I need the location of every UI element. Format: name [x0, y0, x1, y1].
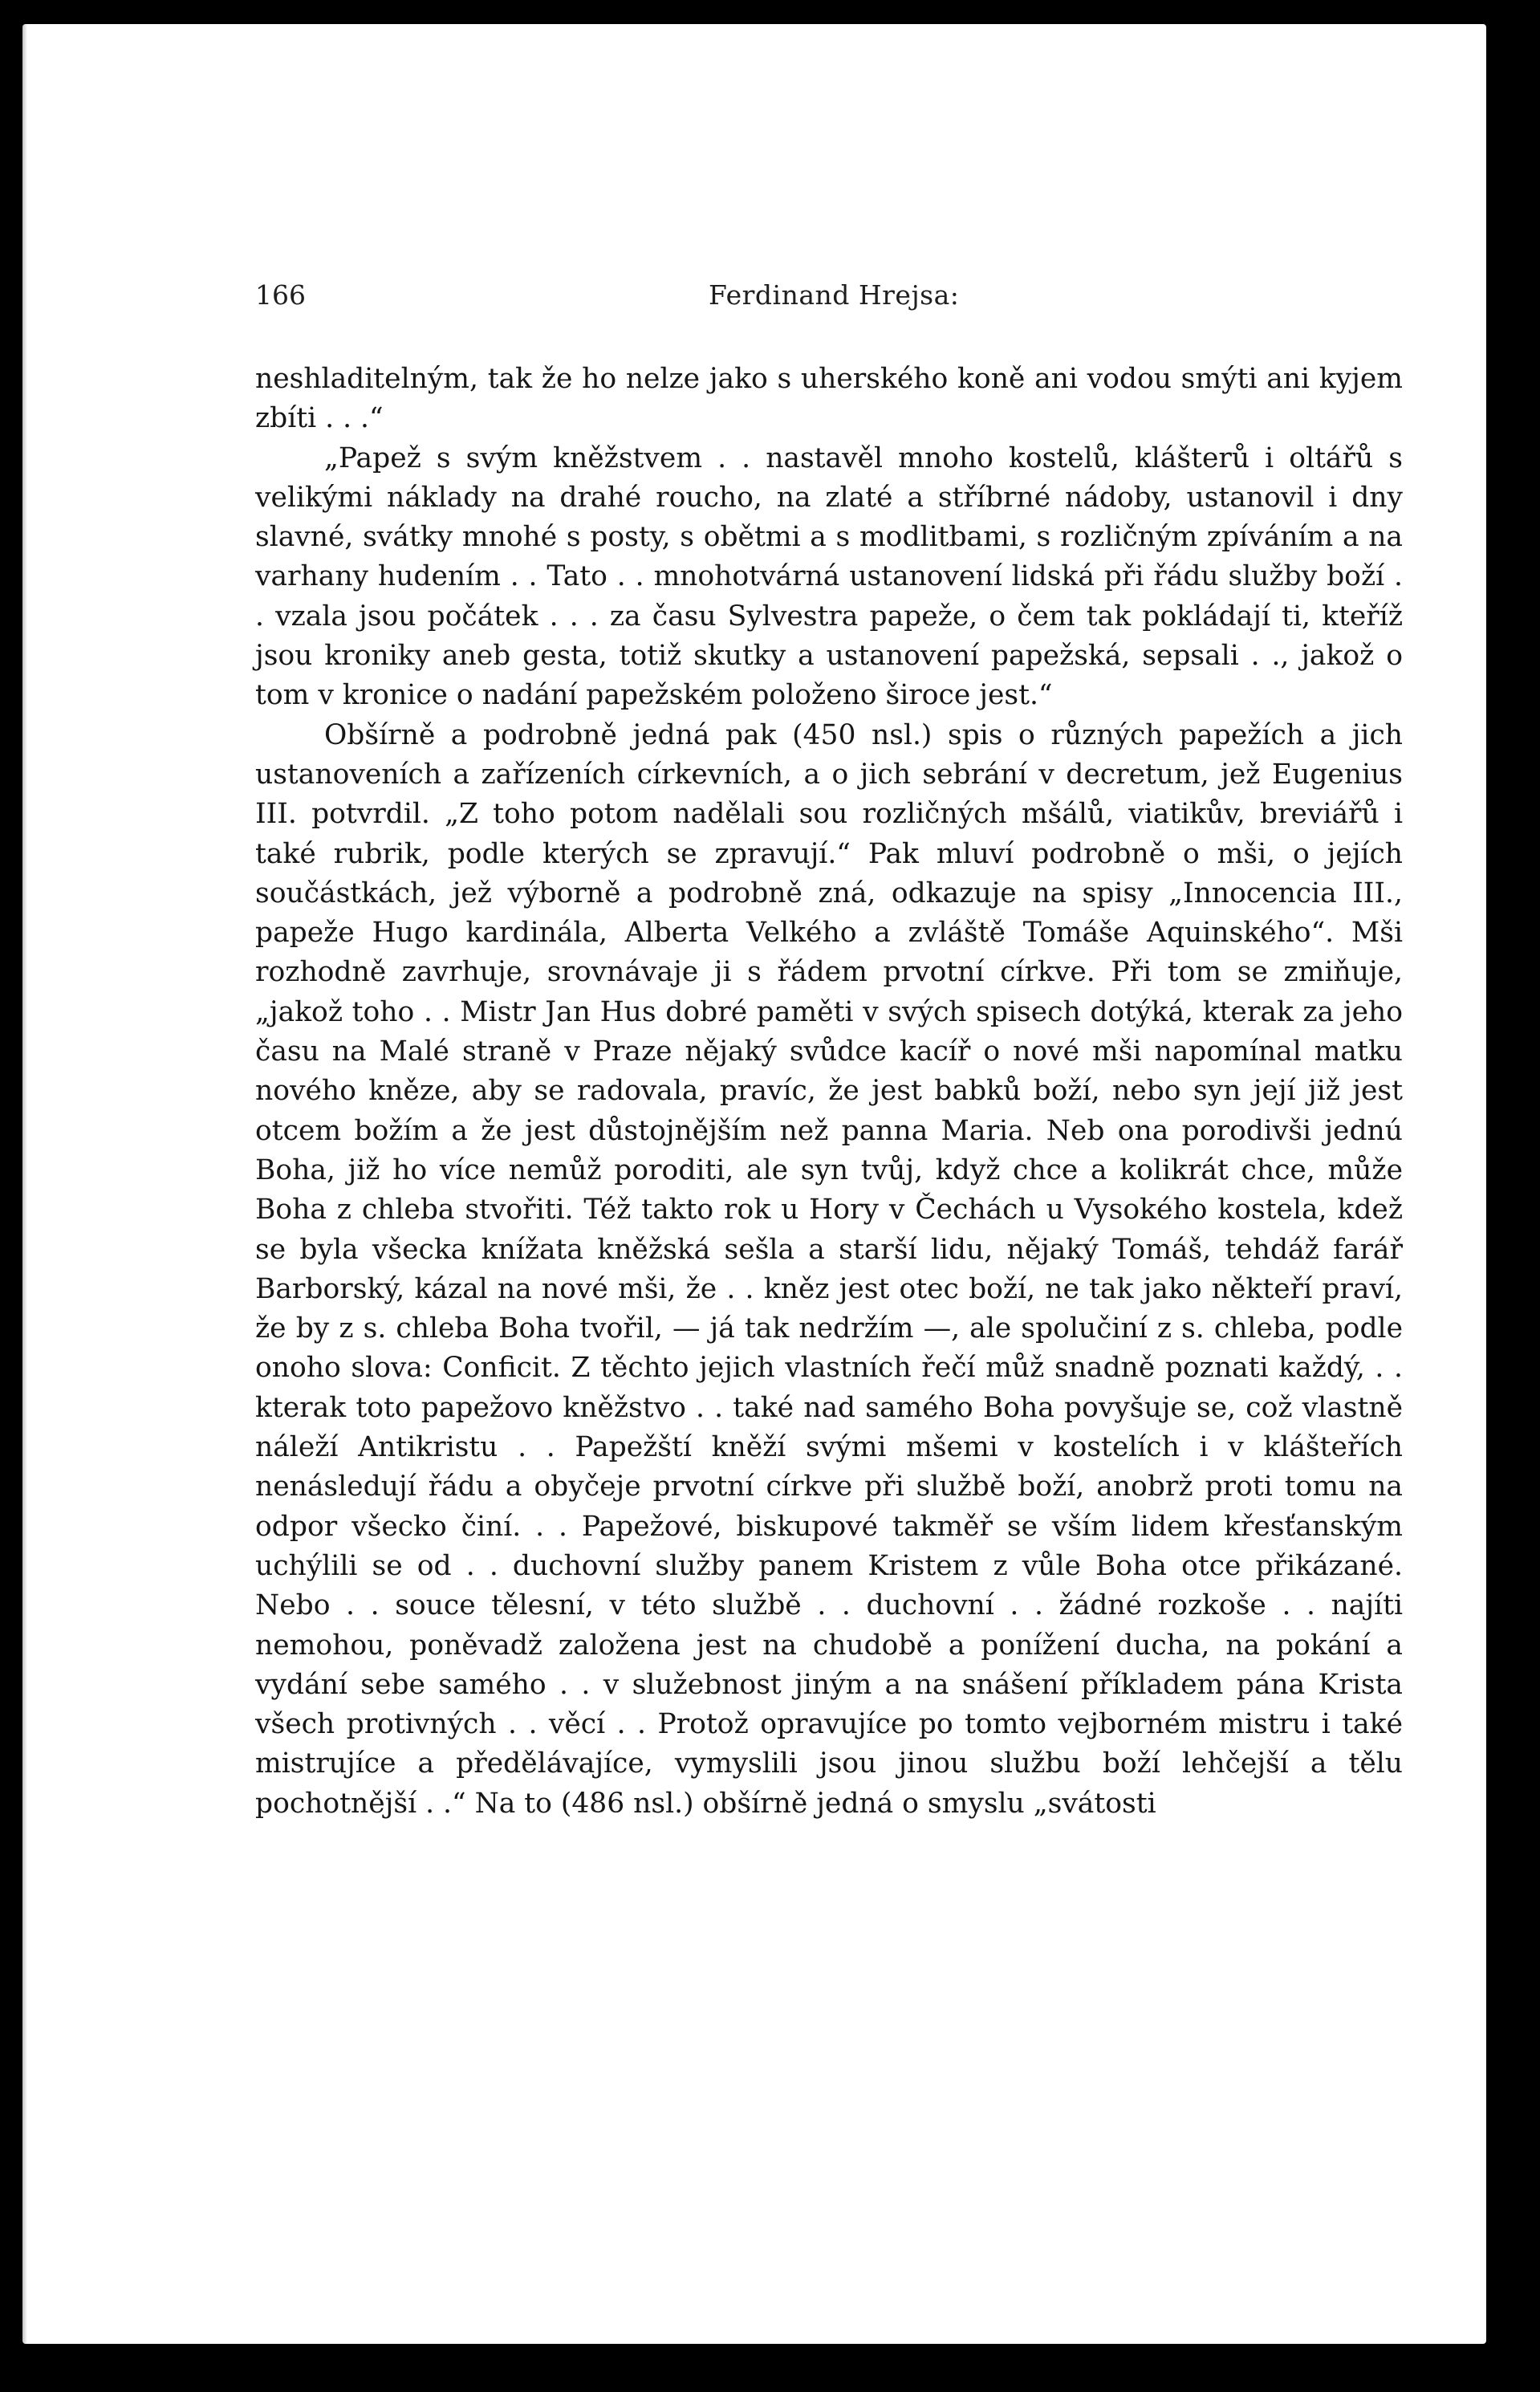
body-text — [255, 360, 1403, 1824]
paragraph-quote: „Papež s svým kněžstvem . . nastavěl mnoho kostelů, klášterů i oltářů s velikými náklady na drahé roucho, na zlaté a stříbrné nádoby, ustanovil i dny slavné, svátky mnohé s posty, s obětmi a s modlitbami, s rozličným zpíváním a na varhany hudením . . Tato . . mnohotvárná ustanovení lidská při řádu služby boží . . vzala jsou počátek . . . za času Sylvestra papeže, o čem tak pokládají ti, kteříž jsou kroniky aneb gesta, totiž skutky a ustanovení papežská, sepsali . ., jakož o tom v kronice o nadání papežském položeno široce jest.“ — [255, 441, 1403, 712]
page-number: 166 — [255, 279, 306, 311]
book-page — [22, 24, 1486, 2344]
running-head-author: Ferdinand Hrejsa: — [709, 279, 960, 311]
scan-edge-shadow — [22, 24, 27, 2344]
running-head — [255, 279, 1403, 319]
paragraph-continuation: neshladitelným, tak že ho nelze jako s uherského koně ani vodou smýti ani kyjem zbíti . . .“ — [255, 363, 1403, 435]
paragraph-main: Obšírně a podrobně jedná pak (450 nsl.) spis o různých papežích a jich ustanoveních a zařízeních církevních, a o jich sebrání v decretum, jež Eugenius III. potvrdil. „Z toho potom nadělali sou rozličných mšálů, viatikův, breviářů i také rubrik, podle kterých se zpravují.“ Pak mluví podrobně o mši, o jejích součástkách, jež výborně a podrobně zná, odkazuje na spisy „Innocencia III., papeže Hugo kardinála, Alberta Velkého a zvláště Tomáše Aquinského“. Mši rozhodně zavrhuje, srovnávaje ji s řádem prvotní církve. Při tom se zmiňuje, „jakož toho . . Mistr Jan Hus dobré paměti v svých spisech dotýká, kterak za jeho času na Malé straně v Praze nějaký svůdce kacíř o nové mši napomínal matku nového kněze, aby se radovala, pravíc, že jest babků boží, nebo syn její již jest otcem božím a že jest důstojnějším než panna Maria. Neb ona porodivši jednú Boha, již ho více nemůž poroditi, ale syn tvůj, když chce a kolikrát chce, může Boha z chleba stvořiti. Též takto rok u Hory v Čechách u Vysokého kostela, kdež se byla všecka knížata kněžská sešla a starší lidu, nějaký Tomáš, tehdáž farář Barborský, kázal na nové mši, že . . kněz jest otec boží, ne tak jako někteří praví, že by z s. chleba Boha tvořil, — já tak nedržím —, ale spolučiní z s. chleba, podle onoho slova: Conficit. Z těchto jejich vlastních řečí můž snadně poznati každý, . . kterak toto papežovo kněžstvo . . také nad samého Boha povyšuje se, což vlastně náleží Antikristu . . Papežští kněží svými mšemi v kostelích i v klášteřích nenásledují řádu a obyčeje prvotní církve při službě boží, anobrž proti tomu na odpor všecko činí. . . Papežové, biskupové takměř se vším lidem křesťanským uchýlili se od . . duchovní služby panem Kristem z vůle Boha otce přikázané. Nebo . . souce tělesní, v této službě . . duchovní . . žádné rozkoše . . najíti nemohou, poněvadž založena jest na chudobě a ponížení ducha, na pokání a vydání sebe samého . . v služebnost jiným a na snášení příkladem pána Krista všech protivných . . věcí . . Protož opravujíce po tomto vejborném mistru i také mistrujíce a předělávajíce, vymyslili jsou jinou službu boží lehčejší a tělu pochotnější . .“ Na to (486 nsl.) obšírně jedná o smyslu „svátosti — [255, 718, 1403, 1820]
